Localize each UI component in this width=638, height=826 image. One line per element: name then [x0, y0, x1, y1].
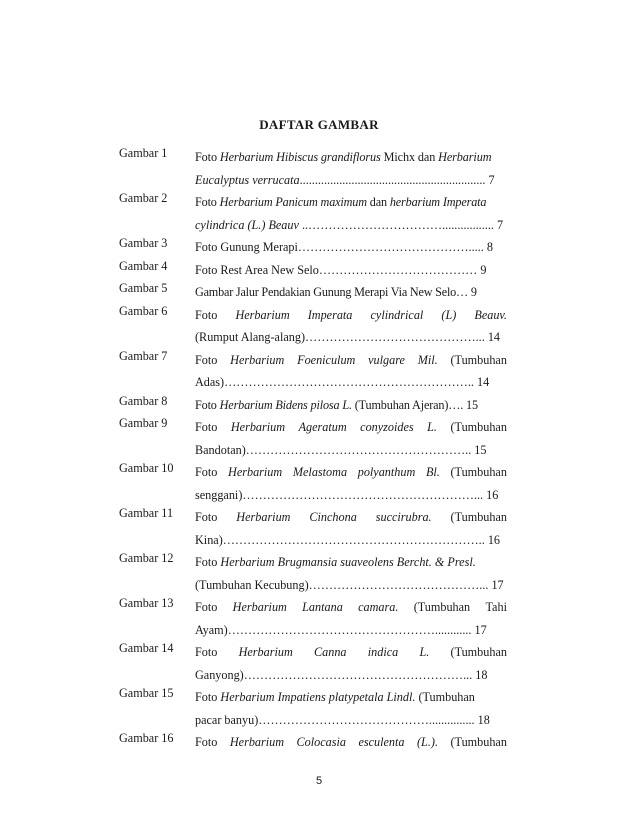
list-item [119, 461, 507, 506]
page-number: 5 [315, 775, 323, 787]
figure-description-line: Foto Herbarium Imperata cylindrical (L) Beauv. [195, 307, 507, 322]
figure-description-line: senggani)…………………………………………………... 16 [195, 487, 499, 502]
figure-description-line: Foto Herbarium Colocasia esculenta (L.). (Tumbuhan [195, 735, 507, 749]
figure-description-line: pacar banyu)……………………………………............... 18 [195, 712, 490, 727]
figure-label: Gambar 7 [119, 348, 168, 363]
list-item [119, 191, 507, 236]
figure-description-line: Kina)……………………………………………………….. 16 [195, 532, 501, 547]
figure-label: Gambar 14 [119, 641, 174, 655]
list-item [119, 596, 507, 641]
list-item [119, 349, 507, 394]
list-item [119, 416, 507, 461]
page-title: DAFTAR GAMBAR [259, 117, 379, 132]
figure-description-line: Foto Gunung Merapi……………………………………..... 8 [195, 240, 493, 254]
list-item [119, 259, 507, 282]
list-item [119, 236, 507, 259]
list-item [119, 641, 507, 686]
figure-list [119, 146, 507, 754]
figure-description-line: Foto Herbarium Canna indica L. (Tumbuhan [195, 645, 507, 659]
figure-description-line: Foto Herbarium Hibiscus grandiflorus Michx dan Herbarium [195, 150, 492, 164]
figure-label: Gambar 6 [119, 303, 168, 318]
list-item [119, 506, 507, 551]
list-item [119, 394, 507, 417]
figure-label: Gambar 12 [119, 551, 174, 565]
figure-description-line: Foto Herbarium Bidens pilosa L. (Tumbuhan Ajeran)…. 15 [195, 397, 478, 412]
figure-label: Gambar 13 [119, 596, 174, 610]
list-item [119, 304, 507, 349]
figure-description-line: cylindrica (L.) Beauv ..……………………………................. 7 [195, 217, 504, 232]
figure-label: Gambar 11 [119, 506, 174, 520]
figure-description-line: Ayam)……………………………………………............ 17 [195, 622, 487, 637]
figure-description-line: Foto Herbarium Brugmansia suaveolens Bercht. & Presl. [195, 555, 476, 569]
list-item [119, 281, 507, 304]
figure-description-line: Foto Herbarium Lantana camara. (Tumbuhan Tahi [195, 600, 507, 614]
figure-description-line: Foto Rest Area New Selo………………………………… 9 [195, 262, 487, 277]
list-item [119, 551, 507, 596]
figure-label: Gambar 4 [119, 258, 168, 273]
figure-description-line: Eucalyptus verrucata............................................................. 7 [195, 172, 495, 187]
figure-description-line: Bandotan)……………………………………………….. 15 [195, 442, 487, 457]
figure-label: Gambar 10 [119, 461, 174, 475]
list-item [119, 146, 507, 191]
figure-description-line: Foto Herbarium Melastoma polyanthum Bl. (Tumbuhan [195, 465, 507, 479]
figure-label: Gambar 9 [119, 416, 168, 430]
figure-description-line: Gambar Jalur Pendakian Gunung Merapi Via New Selo… 9 [195, 285, 477, 299]
figure-label: Gambar 1 [119, 146, 168, 160]
figure-description-line: (Rumput Alang-alang)……………………………………... 14 [195, 330, 501, 344]
figure-label: Gambar 16 [119, 731, 174, 745]
figure-description-line: Foto Herbarium Foeniculum vulgare Mil. (Tumbuhan [195, 352, 507, 367]
figure-description-line: Ganyong)………………………………………………... 18 [195, 667, 488, 682]
figure-label: Gambar 8 [119, 393, 168, 408]
figure-label: Gambar 5 [119, 281, 168, 295]
figure-description-line: Foto Herbarium Panicum maximum dan herbarium Imperata [195, 195, 487, 209]
list-item [119, 686, 507, 731]
figure-description-line: Adas)…………………………………………………….. 14 [195, 375, 490, 389]
list-item [119, 731, 507, 754]
figure-description-line: (Tumbuhan Kecubung)……………………………………... 17 [195, 577, 504, 592]
figure-label: Gambar 3 [119, 236, 168, 250]
figure-description-line: Foto Herbarium Cinchona succirubra. (Tumbuhan [195, 510, 507, 524]
figure-label: Gambar 15 [119, 686, 174, 700]
figure-description-line: Foto Herbarium Ageratum conyzoides L. (Tumbuhan [195, 420, 507, 434]
figure-description-line: Foto Herbarium Impatiens platypetala Lindl. (Tumbuhan [195, 690, 475, 704]
figure-label: Gambar 2 [119, 191, 168, 205]
